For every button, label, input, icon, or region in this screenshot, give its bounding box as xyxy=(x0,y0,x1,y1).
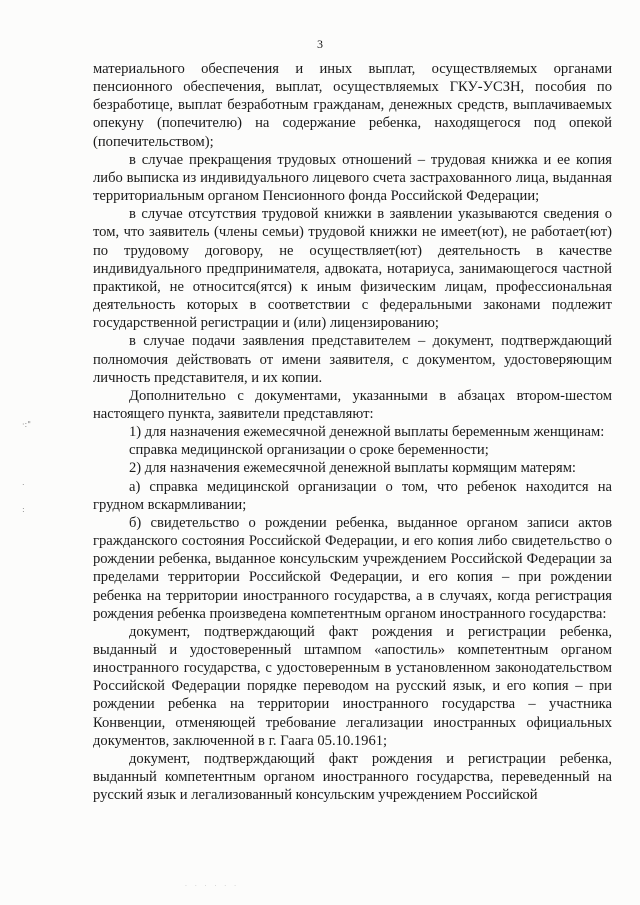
paragraph: 1) для назначения ежемесячной денежной выплаты беременным женщинам: xyxy=(129,424,605,441)
scan-margin-mark: . xyxy=(22,478,25,487)
paragraph: документ, подтверждающий факт рождения и регистрации ребенка, выданный и удостоверенный штампом «апостиль» компетентным органом иностранного государства, с удостоверенным в установленном законодательством Российской Федерации порядке переводом на русский язык, и его копия – при рождении ребенка на территории иностранного государства – участника Конвенции, отменяющей требование легализации иностранных официальных документов, заключенной в г. Гаага 05.10.1961; xyxy=(93,623,612,749)
paragraph: а) справка медицинской организации о том, что ребенок находится на грудном вскармливании; xyxy=(93,478,612,513)
paragraph: в случае подачи заявления представителем – документ, подтверждающий полномочия действовать от имени заявителя, с документом, удостоверяющим личность представителя, и их копии. xyxy=(93,333,612,386)
paragraph: справка медицинской организации о сроке беременности; xyxy=(129,442,489,459)
scan-artifact: · · · · · · xyxy=(185,883,239,890)
paragraph: в случае отсутствия трудовой книжки в заявлении указываются сведения о том, что заявитель (члены семьи) трудовой книжки не имеет(ют), не работает(ют) по трудовому договору, не осуществляет(ют) деятельность в качестве индивидуального предпринимателя, адвоката, нотариуса, занимающегося частной практикой, не относится(ятся) к иным физическим лицам, профессиональная деятельность которых в соответствии с федеральными законами подлежит государственной регистрации и (или) лицензированию; xyxy=(93,206,612,332)
paragraph: документ, подтверждающий факт рождения и регистрации ребенка, выданный компетентным органом иностранного государства, переведенный на русский язык и легализованный консульским учреждением Российской xyxy=(93,750,612,804)
paragraph: в случае прекращения трудовых отношений – трудовая книжка и ее копия либо выписка из индивидуального лицевого счета застрахованного лица, выданная территориальным органом Пенсионного фонда Российской Федерации; xyxy=(93,151,612,205)
document-body xyxy=(93,60,612,804)
paragraph: б) свидетельство о рождении ребенка, выданное органом записи актов гражданского состояния Российской Федерации, и его копия либо свидетельство о рождении ребенка, выданное консульским учреждением Российской Федерации за пределами территории Российской Федерации, и его копия – при рождении ребенка на территории иностранного государства, а в случаях, когда регистрация рождения ребенка произведена компетентным органом иностранного государства: xyxy=(93,514,612,622)
paragraph: Дополнительно с документами, указанными в абзацах втором-шестом настоящего пункта, заявители представляют: xyxy=(93,387,612,422)
page-number: 3 xyxy=(317,37,323,51)
scan-margin-mark: ·:" xyxy=(22,420,31,429)
scan-margin-mark: : xyxy=(22,505,25,514)
paragraph: материального обеспечения и иных выплат, осуществляемых органами пенсионного обеспечения, выплат, осуществляемых ГКУ-УСЗН, пособия по безработице, выплат безработным гражданам, денежных средств, выплачиваемых опекуну (попечителю) на содержание ребенка, находящегося под опекой (попечительством); xyxy=(93,61,612,150)
paragraph: 2) для назначения ежемесячной денежной выплаты кормящим матерям: xyxy=(129,460,576,477)
